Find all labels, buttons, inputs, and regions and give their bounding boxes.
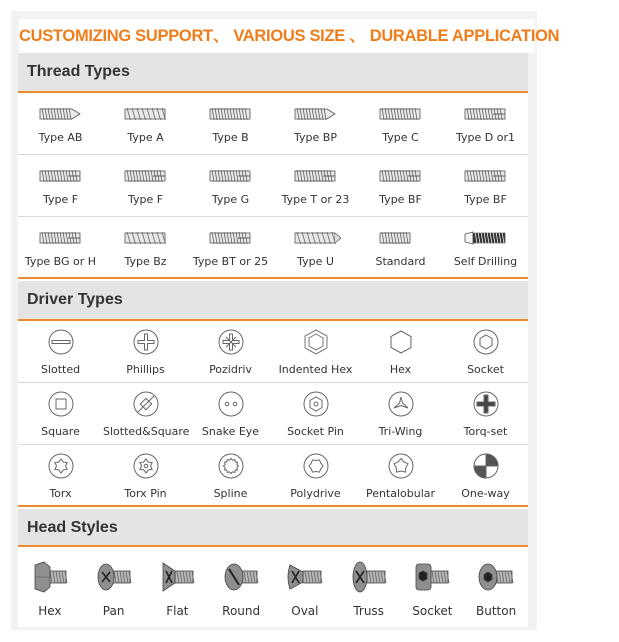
screw-blunt-icon (206, 101, 256, 127)
head-style-label: Truss (353, 604, 384, 618)
type-label: Type AB (38, 131, 83, 144)
screw-slotted-tip-icon (206, 225, 256, 251)
head-style-cell (82, 547, 146, 627)
type-cell (188, 445, 273, 505)
type-cell (273, 445, 358, 505)
flat-head-screw-icon (159, 561, 195, 593)
type-cell (273, 217, 358, 277)
type-cell (103, 93, 188, 154)
head-style-label: Oval (291, 604, 319, 618)
banner-title: CUSTOMIZING SUPPORT、 VARIOUS SIZE 、 DURABLE APPLICATION (19, 19, 535, 53)
head-style-label: Button (476, 604, 517, 618)
type-label: Spline (213, 487, 248, 500)
head-style-label: Hex (38, 604, 62, 618)
type-label: Type BF (464, 193, 507, 206)
screw-slotted-tip-icon (291, 163, 341, 189)
head-style-label: Socket (412, 604, 453, 618)
one-way-icon (472, 452, 500, 480)
type-cell (273, 93, 358, 154)
type-label: Type T or 23 (281, 193, 350, 206)
snake-eye-icon (217, 390, 245, 418)
type-cell (358, 155, 443, 216)
screw-slotted-tip-icon (461, 163, 511, 189)
spline-icon (217, 452, 245, 480)
type-label: Type B (212, 131, 249, 144)
type-label: Slotted (40, 363, 81, 376)
type-cell (443, 155, 528, 216)
type-label: Slotted&Square (103, 425, 190, 438)
type-cell (358, 445, 443, 505)
driver-types-row (18, 321, 528, 383)
type-cell (273, 155, 358, 216)
screw-short-icon (376, 225, 426, 251)
type-cell (18, 445, 103, 505)
pentalobular-icon (387, 452, 415, 480)
type-label: Pozidriv (209, 363, 252, 376)
thread-types-row (18, 217, 528, 279)
thread-types-header (18, 53, 528, 93)
type-cell (103, 445, 188, 505)
screw-blunt-icon (376, 101, 426, 127)
section-title: Thread Types (27, 63, 130, 80)
screw-slotted-tip-icon (36, 163, 86, 189)
type-label: Type C (382, 131, 419, 144)
socket-icon (472, 328, 500, 356)
slotted-icon (47, 328, 75, 356)
type-label: Type A (127, 131, 164, 144)
pozidriv-icon (217, 328, 245, 356)
screw-pointed-icon (291, 101, 341, 127)
type-label: Type BP (294, 131, 337, 144)
screw-slotted-tip-icon (36, 225, 86, 251)
head-styles-section (18, 509, 528, 627)
type-cell (358, 217, 443, 277)
type-cell (103, 383, 188, 444)
type-label: Torq-set (463, 425, 508, 438)
type-cell (18, 321, 103, 382)
driver-types-row (18, 383, 528, 445)
torx-icon (47, 452, 75, 480)
hex-icon (387, 328, 415, 356)
head-style-label: Flat (166, 604, 189, 618)
oval-head-screw-icon (287, 561, 323, 593)
type-label: Standard (375, 255, 426, 268)
type-cell (443, 93, 528, 154)
type-label: Polydrive (290, 487, 341, 500)
thread-types-row (18, 93, 528, 155)
type-label: Tri-Wing (378, 425, 423, 438)
type-cell (273, 321, 358, 382)
head-style-cell (146, 547, 210, 627)
type-label: Type BF (379, 193, 422, 206)
hex-head-screw-icon (32, 561, 68, 593)
head-style-cell (401, 547, 465, 627)
type-cell (103, 155, 188, 216)
driver-types-header (18, 281, 528, 321)
type-cell (103, 217, 188, 277)
type-cell (188, 93, 273, 154)
type-cell (443, 383, 528, 444)
driver-types-section (18, 281, 528, 509)
socket-head-screw-icon (414, 561, 450, 593)
type-cell (443, 217, 528, 277)
type-label: Hex (389, 363, 412, 376)
head-style-label: Pan (102, 604, 125, 618)
type-label: Self Drilling (453, 255, 518, 268)
screw-coarse-icon (121, 225, 171, 251)
type-cell (18, 155, 103, 216)
head-style-cell (209, 547, 273, 627)
head-styles-header (18, 509, 528, 547)
truss-head-screw-icon (351, 561, 387, 593)
head-styles-row (18, 547, 528, 627)
head-style-label: Round (222, 604, 261, 618)
type-label: Square (41, 425, 80, 438)
thread-types-section (18, 53, 528, 281)
polydrive-icon (302, 452, 330, 480)
type-label: Type D or1 (456, 131, 515, 144)
type-label: Snake Eye (201, 425, 260, 438)
phillips-icon (132, 328, 160, 356)
torq-set-icon (472, 390, 500, 418)
screw-pointed-icon (36, 101, 86, 127)
type-label: Torx Pin (124, 487, 167, 500)
type-cell (188, 321, 273, 382)
type-label: Phillips (126, 363, 165, 376)
type-label: Pentalobular (365, 487, 436, 500)
head-style-cell (273, 547, 337, 627)
section-title: Driver Types (27, 291, 123, 308)
type-label: Socket Pin (287, 425, 344, 438)
round-head-screw-icon (223, 561, 259, 593)
socket-pin-icon (302, 390, 330, 418)
head-style-cell (464, 547, 528, 627)
type-cell (188, 217, 273, 277)
type-cell (18, 383, 103, 444)
head-style-cell (18, 547, 82, 627)
screw-slotted-tip-icon (461, 101, 511, 127)
type-cell (188, 383, 273, 444)
type-label: One-way (461, 487, 510, 500)
section-title: Head Styles (27, 519, 118, 536)
pan-head-screw-icon (96, 561, 132, 593)
type-label: Type BG or H (24, 255, 97, 268)
type-cell (273, 383, 358, 444)
head-style-cell (337, 547, 401, 627)
type-label: Torx (49, 487, 72, 500)
type-cell (18, 93, 103, 154)
self-drilling-icon (461, 225, 511, 251)
type-label: Type F (127, 193, 164, 206)
slotted-square-icon (132, 390, 160, 418)
type-cell (443, 321, 528, 382)
thread-types-row (18, 155, 528, 217)
driver-types-row (18, 445, 528, 507)
screw-slotted-tip-icon (206, 163, 256, 189)
type-label: Type G (211, 193, 250, 206)
type-cell (18, 217, 103, 277)
type-label: Type Bz (124, 255, 167, 268)
type-cell (358, 383, 443, 444)
tri-wing-icon (387, 390, 415, 418)
screw-slotted-tip-icon (376, 163, 426, 189)
type-label: Type F (42, 193, 79, 206)
type-label: Type BT or 25 (192, 255, 269, 268)
drive-screw-icon (291, 225, 341, 251)
type-cell (188, 155, 273, 216)
type-cell (358, 321, 443, 382)
button-head-screw-icon (478, 561, 514, 593)
screw-coarse-icon (121, 101, 171, 127)
screw-slotted-tip-icon (121, 163, 171, 189)
indented-hex-icon (302, 328, 330, 356)
type-label: Indented Hex (278, 363, 353, 376)
type-cell (103, 321, 188, 382)
torx-pin-icon (132, 452, 160, 480)
type-cell (443, 445, 528, 505)
type-label: Socket (467, 363, 504, 376)
type-label: Type U (297, 255, 334, 268)
type-cell (358, 93, 443, 154)
square-icon (47, 390, 75, 418)
